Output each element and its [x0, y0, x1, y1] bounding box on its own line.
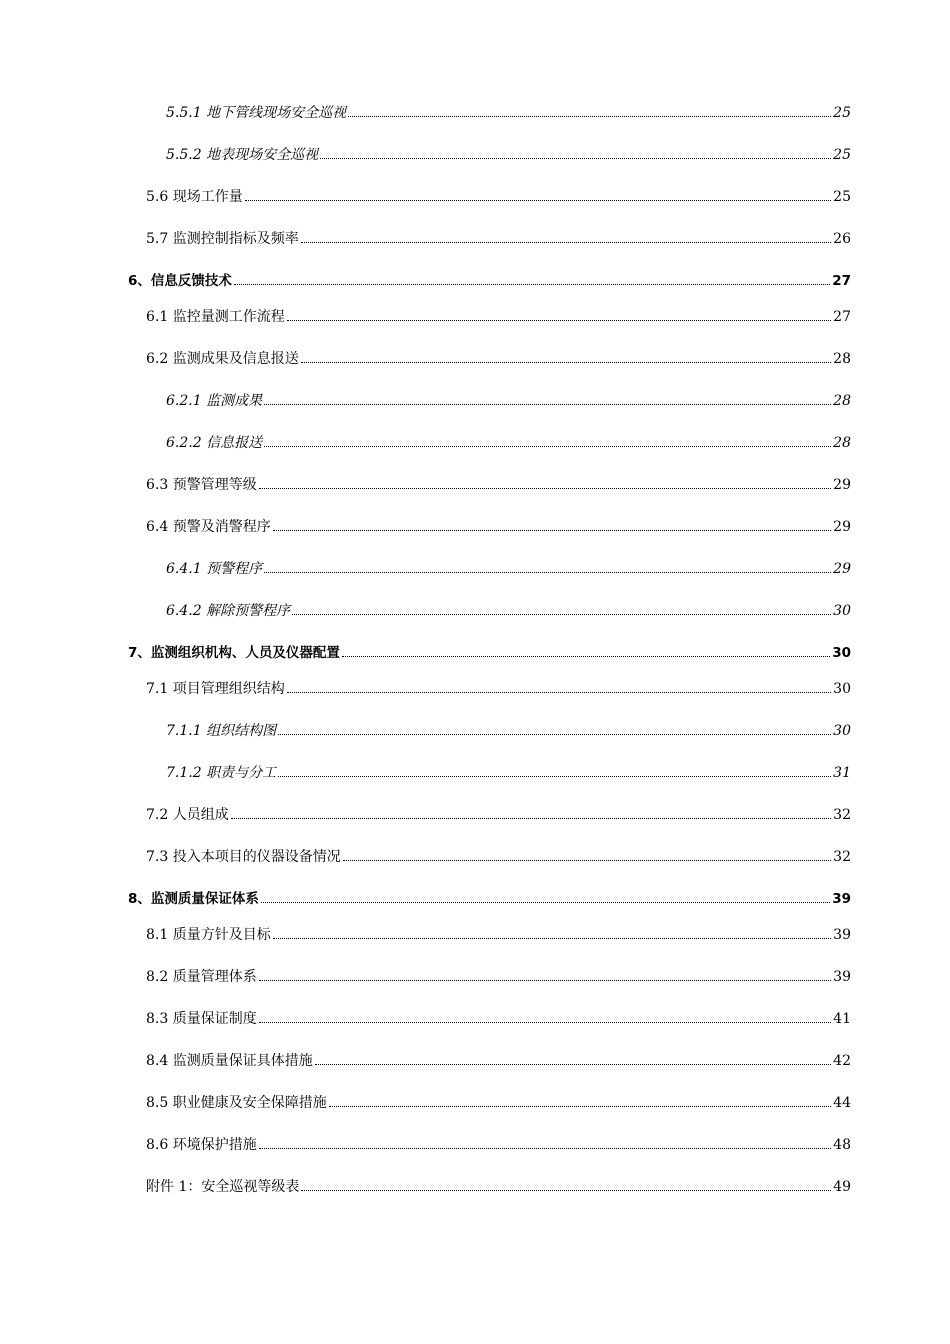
toc-leader-dots — [278, 733, 831, 735]
toc-entry-label: 8.4 监测质量保证具体措施 — [146, 1053, 313, 1069]
toc-leader-dots — [315, 1063, 831, 1065]
toc-entry-6-2-1[interactable] — [166, 392, 851, 410]
toc-entry-8-4[interactable] — [146, 1052, 851, 1070]
toc-entry-7-1[interactable] — [146, 680, 851, 698]
toc-entry-label: 5.5.2 地表现场安全巡视 — [166, 147, 319, 163]
toc-leader-dots — [273, 937, 831, 939]
toc-leader-dots — [264, 571, 831, 573]
toc-entry-label: 7.2 人员组成 — [146, 807, 229, 823]
toc-entry-label: 7.1.2 职责与分工 — [166, 765, 277, 781]
toc-entry-6-2-2[interactable] — [166, 434, 851, 452]
toc-entry-5-5-1[interactable] — [166, 104, 851, 122]
toc-entry-page: 32 — [833, 807, 851, 823]
toc-entry-label: 7、监测组织机构、人员及仪器配置 — [128, 645, 340, 661]
toc-entry-label: 8.2 质量管理体系 — [146, 969, 257, 985]
toc-entry-7-1-1[interactable] — [166, 722, 851, 740]
toc-entry-page: 30 — [833, 681, 851, 697]
toc-entry-6[interactable] — [128, 272, 851, 290]
toc-leader-dots — [343, 859, 831, 861]
toc-entry-label: 8、监测质量保证体系 — [128, 891, 259, 907]
toc-leader-dots — [342, 655, 830, 657]
toc-entry-7-1-2[interactable] — [166, 764, 851, 782]
toc-entry-page: 29 — [833, 477, 851, 493]
toc-entry-8-1[interactable] — [146, 926, 851, 944]
toc-entry-label: 7.1.1 组织结构图 — [166, 723, 277, 739]
toc-entry-8-5[interactable] — [146, 1094, 851, 1112]
toc-leader-dots — [259, 487, 831, 489]
toc-leader-dots — [287, 319, 831, 321]
toc-entry-page: 28 — [833, 351, 851, 367]
toc-entry-label: 7.1 项目管理组织结构 — [146, 681, 285, 697]
toc-entry-label: 6、信息反馈技术 — [128, 273, 232, 289]
toc-leader-dots — [301, 361, 831, 363]
toc-entry-page: 42 — [833, 1053, 851, 1069]
toc-leader-dots — [259, 1021, 831, 1023]
toc-entry-appendix-1[interactable] — [146, 1178, 851, 1196]
toc-leader-dots — [234, 283, 830, 285]
toc-entry-label: 6.4 预警及消警程序 — [146, 519, 271, 535]
toc-leader-dots — [301, 1189, 831, 1191]
toc-entry-label: 5.5.1 地下管线现场安全巡视 — [166, 105, 347, 121]
toc-entry-8-2[interactable] — [146, 968, 851, 986]
toc-entry-8-3[interactable] — [146, 1010, 851, 1028]
toc-entry-7[interactable] — [128, 644, 851, 662]
toc-entry-label: 6.2 监测成果及信息报送 — [146, 351, 299, 367]
toc-leader-dots — [320, 157, 831, 159]
toc-entry-label: 6.4.2 解除预警程序 — [166, 603, 291, 619]
toc-leader-dots — [292, 613, 831, 615]
toc-leader-dots — [264, 403, 831, 405]
toc-entry-page: 39 — [832, 891, 851, 907]
toc-leader-dots — [301, 241, 831, 243]
toc-entry-page: 39 — [833, 969, 851, 985]
toc-leader-dots — [278, 775, 831, 777]
toc-entry-label: 5.7 监测控制指标及频率 — [146, 231, 299, 247]
toc-entry-5-5-2[interactable] — [166, 146, 851, 164]
toc-leader-dots — [261, 901, 830, 903]
toc-entry-page: 25 — [833, 105, 851, 121]
toc-entry-page: 28 — [833, 435, 851, 451]
toc-entry-7-2[interactable] — [146, 806, 851, 824]
toc-entry-label: 8.6 环境保护措施 — [146, 1137, 257, 1153]
toc-entry-page: 44 — [833, 1095, 851, 1111]
toc-leader-dots — [245, 199, 831, 201]
toc-leader-dots — [231, 817, 831, 819]
toc-entry-label: 6.4.1 预警程序 — [166, 561, 263, 577]
toc-entry-7-3[interactable] — [146, 848, 851, 866]
toc-entry-page: 41 — [833, 1011, 851, 1027]
toc-leader-dots — [264, 445, 831, 447]
toc-entry-6-4-1[interactable] — [166, 560, 851, 578]
toc-entry-label: 7.3 投入本项目的仪器设备情况 — [146, 849, 341, 865]
toc-entry-label: 6.2.1 监测成果 — [166, 393, 263, 409]
toc-entry-6-3[interactable] — [146, 476, 851, 494]
toc-entry-label: 6.1 监控量测工作流程 — [146, 309, 285, 325]
toc-entry-label: 8.1 质量方针及目标 — [146, 927, 271, 943]
toc-entry-5-6[interactable] — [146, 188, 851, 206]
toc-entry-6-4[interactable] — [146, 518, 851, 536]
toc-entry-page: 25 — [833, 147, 851, 163]
toc-entry-8-6[interactable] — [146, 1136, 851, 1154]
toc-entry-page: 26 — [833, 231, 851, 247]
toc-entry-label: 6.3 预警管理等级 — [146, 477, 257, 493]
toc-entry-page: 32 — [833, 849, 851, 865]
toc-entry-6-4-2[interactable] — [166, 602, 851, 620]
toc-entry-page: 25 — [833, 189, 851, 205]
toc-entry-6-1[interactable] — [146, 308, 851, 326]
toc-entry-page: 27 — [832, 273, 851, 289]
toc-entry-label: 5.6 现场工作量 — [146, 189, 243, 205]
toc-entry-page: 31 — [833, 765, 851, 781]
toc-entry-page: 39 — [833, 927, 851, 943]
toc-entry-label: 6.2.2 信息报送 — [166, 435, 263, 451]
toc-leader-dots — [348, 115, 831, 117]
toc-entry-label: 8.3 质量保证制度 — [146, 1011, 257, 1027]
toc-entry-page: 30 — [833, 723, 851, 739]
toc-entry-label: 8.5 职业健康及安全保障措施 — [146, 1095, 327, 1111]
toc-entry-page: 29 — [833, 519, 851, 535]
toc-entry-page: 30 — [833, 603, 851, 619]
toc-entry-page: 28 — [833, 393, 851, 409]
toc-leader-dots — [273, 529, 831, 531]
toc-entry-page: 27 — [833, 309, 851, 325]
toc-entry-label: 附件 1：安全巡视等级表 — [146, 1179, 300, 1195]
toc-leader-dots — [287, 691, 831, 693]
toc-entry-page: 29 — [833, 561, 851, 577]
toc-entry-6-2[interactable] — [146, 350, 851, 368]
toc-entry-5-7[interactable] — [146, 230, 851, 248]
toc-entry-page: 49 — [833, 1179, 851, 1195]
toc-entry-page: 30 — [832, 645, 851, 661]
toc-leader-dots — [329, 1105, 831, 1107]
toc-leader-dots — [259, 979, 831, 981]
toc-leader-dots — [259, 1147, 831, 1149]
toc-entry-8[interactable] — [128, 890, 851, 908]
toc-entry-page: 48 — [833, 1137, 851, 1153]
